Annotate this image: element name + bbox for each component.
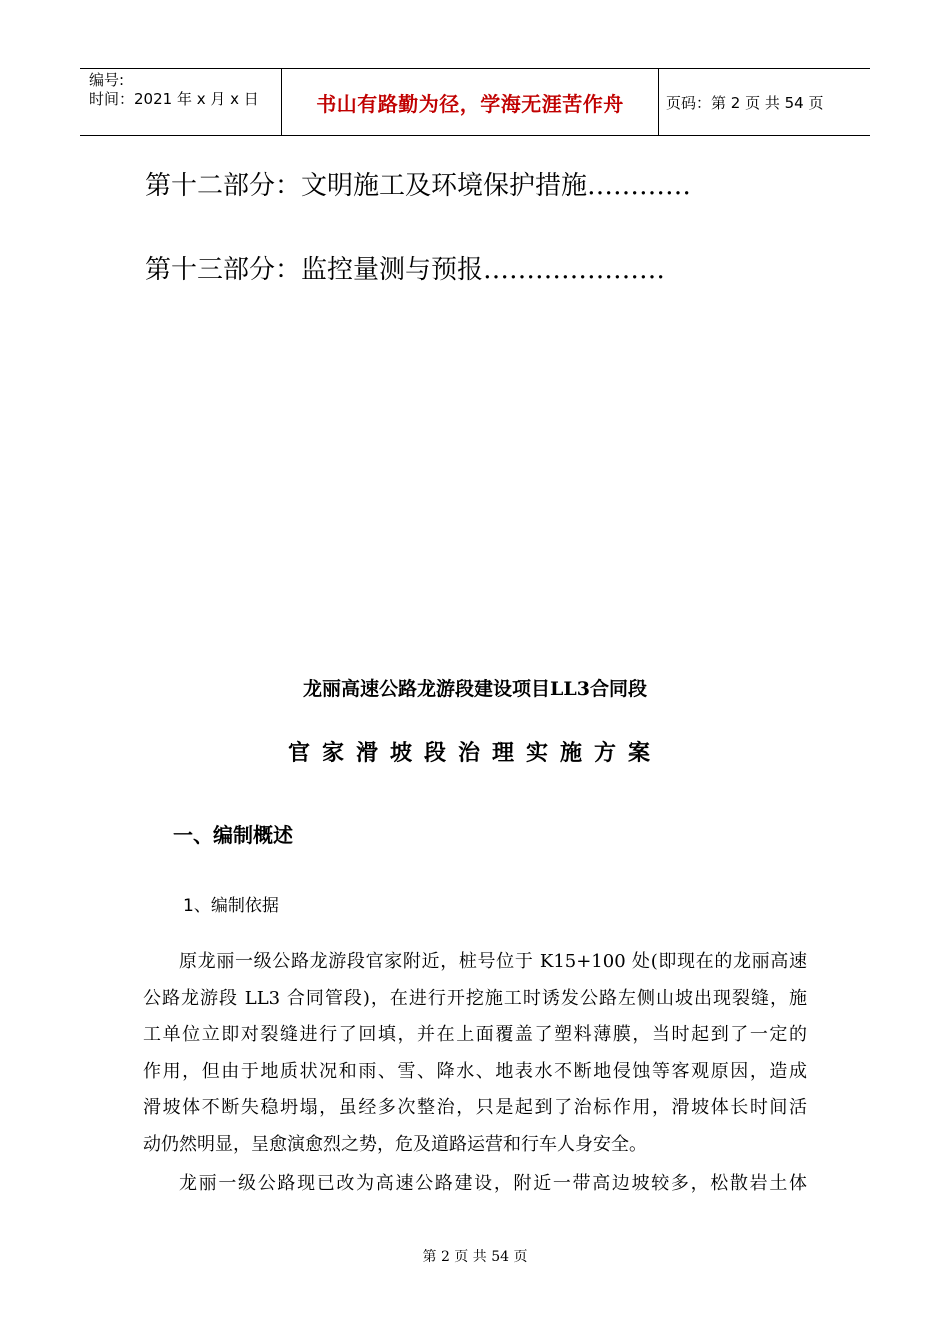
- page-footer: 第 2 页 共 54 页: [422, 1249, 528, 1265]
- paragraph-line: 原龙丽一级公路龙游段官家附近，桩号位于 K15+100 处(即现在的龙丽高速: [179, 951, 807, 972]
- paragraph-2: [143, 1166, 807, 1203]
- header-page-info: 页码：第 2 页 共 54 页: [666, 93, 824, 112]
- toc-item-12: 第十二部分：文明施工及环境保护措施…………: [145, 171, 692, 201]
- paragraph-line: 龙丽一级公路现已改为高速公路建设，附近一带高边坡较多，松散岩土体: [179, 1173, 807, 1194]
- paragraph-line: 工单位立即对裂缝进行了回填，并在上面覆盖了塑料薄膜，当时起到了一定的: [143, 1024, 807, 1046]
- paragraph-line: 滑坡体不断失稳坍塌，虽经多次整治，只是起到了治标作用，滑坡体长时间活: [143, 1097, 807, 1119]
- paragraph-line: 动仍然明显，呈愈演愈烈之势，危及道路运营和行车人身安全。: [143, 1133, 647, 1155]
- header-number: 编号:: [89, 71, 125, 89]
- header-time: 时间：2021 年 x 月 x 日: [89, 90, 259, 108]
- subsection-heading: 1、编制依据: [183, 896, 279, 916]
- paragraph-line: 公路龙游段 LL3 合同管段)，在进行开挖施工时诱发公路左侧山坡出现裂缝，施: [143, 987, 807, 1009]
- paragraph-1: [143, 944, 807, 1164]
- document-subtitle: 龙丽高速公路龙游段建设项目LL3合同段: [303, 678, 647, 700]
- page-header: [80, 68, 870, 136]
- document-title: 官家滑坡段治理实施方案: [287, 740, 662, 766]
- header-motto: 书山有路勤为径，学海无涯苦作舟: [282, 69, 659, 135]
- header-meta: [80, 69, 282, 135]
- section-heading: 一、编制概述: [173, 823, 293, 847]
- toc-item-13: 第十三部分：监控量测与预报…………………: [145, 255, 666, 285]
- paragraph-line: 作用，但由于地质状况和雨、雪、降水、地表水不断地侵蚀等客观原因，造成: [143, 1060, 807, 1082]
